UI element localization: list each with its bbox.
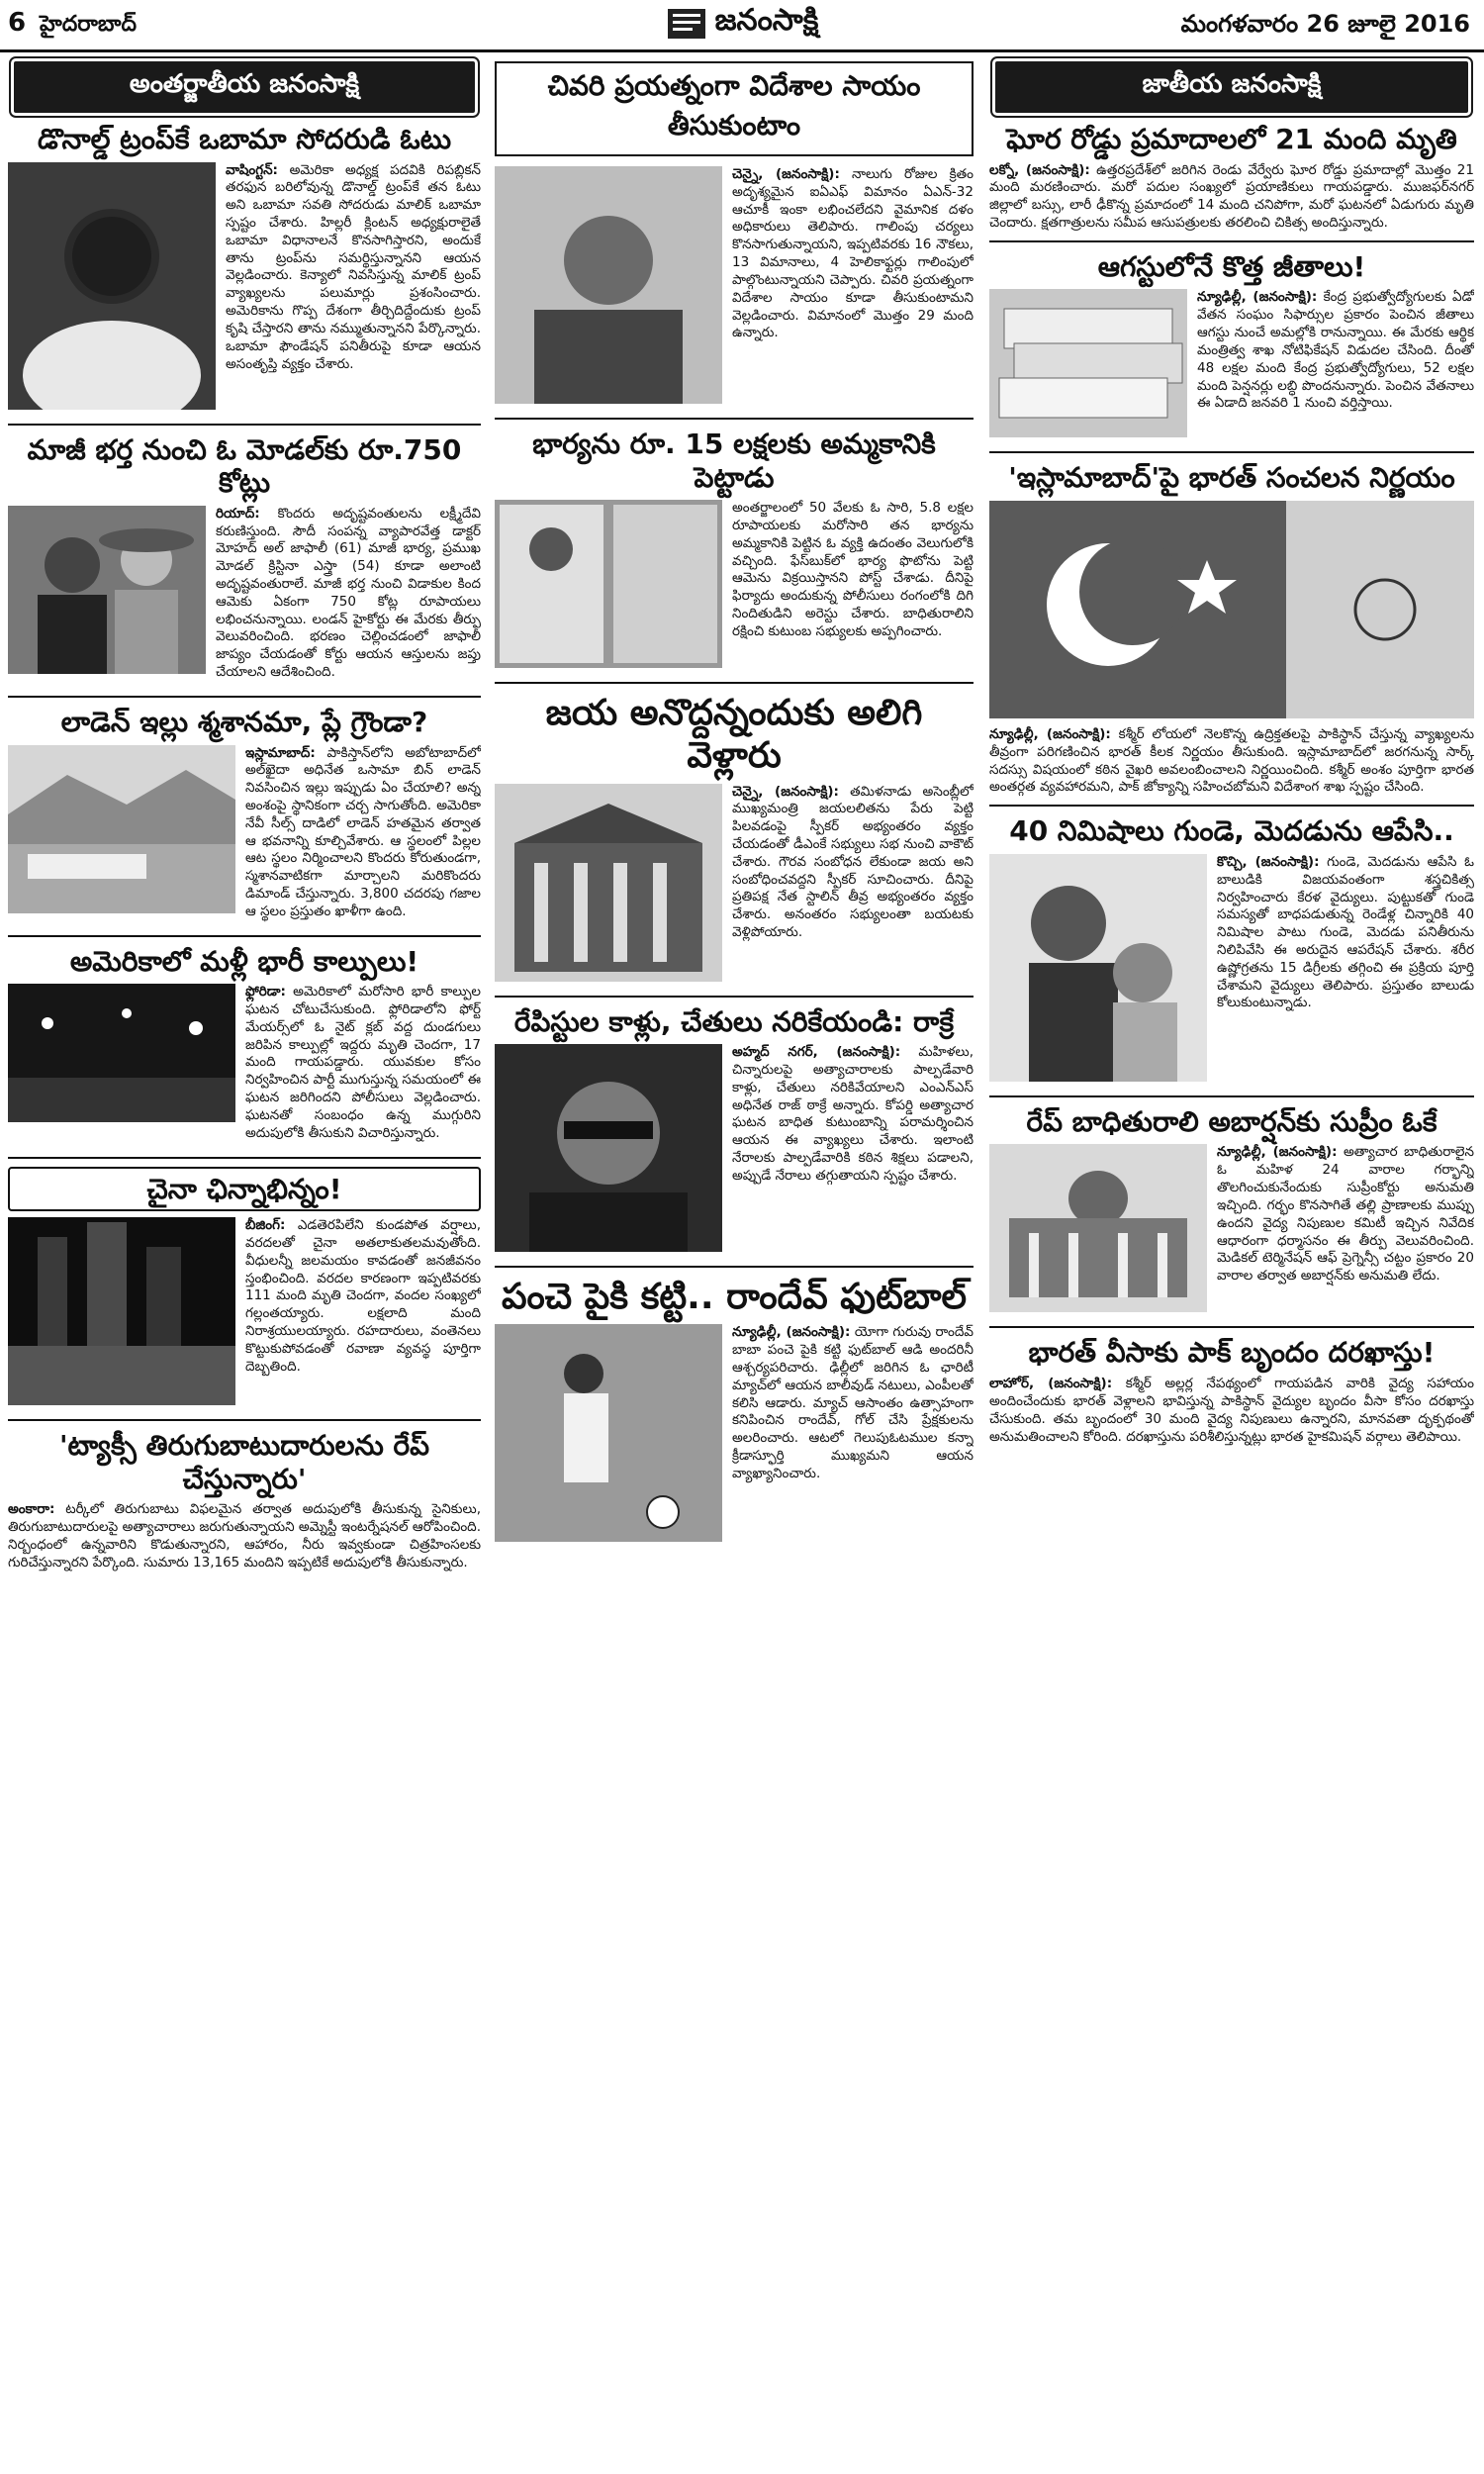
article-body: న్యూఢిల్లీ, (జనంసాక్షి): యోగా గురువు రాందేవ్ బాబా పంచె పైకి కట్టి ఫుట్‌బాల్ ఆడి అందరినీ ఆశ్చర్యపరిచారు. ఢిల్లీలో జరిగిన ఓ ఛారిటీ మ్యాచ్‌లో ఆయన బాలీవుడ్ నటులు, ఎంపీలతో కలిసి ఆడారు. మ్యాచ్ ఆసాంతం ఉత్సాహంగా కనిపించిన రాందేవ్, గోల్ చేసి ప్రేక్షకులను అలరించారు. ఆటలో గెలుపుఓటముల కన్నా క్రీడాస్ఫూర్తి ముఖ్యమని ఆయన వ్యాఖ్యానించారు.	[732, 1324, 974, 1481]
page-number: 6	[8, 8, 27, 38]
article-islamabad	[989, 461, 1474, 797]
article-road-accidents	[989, 123, 1474, 233]
column-international	[8, 55, 481, 2470]
article-body: చెన్నై, (జనంసాక్షి): తమిళనాడు అసెంబ్లీలో ముఖ్యమంత్రి జయలలితను పేరు పెట్టి పిలవడంపై స్పీకర్ అభ్యంతరం వ్యక్తం చేయడంతో డీఎంకే సభ్యులు సభ నుంచి వాకౌట్ చేశారు. గౌరవ సంబోధన లేకుండా జయ అని సంబోధించవద్దని స్పీకర్ సూచించారు. దీనిపై ప్రతిపక్ష నేత స్టాలిన్ తీవ్ర అభ్యంతరం వ్యక్తం చేశారు. అనంతరం సభ్యులంతా బయటకు వెళ్లిపోయారు.	[732, 783, 974, 941]
article-body: లాహోర్, (జనంసాక్షి): కశ్మీర్ అల్లర్ల నేపథ్యంలో గాయపడిన వారికి వైద్య సహాయం అందించేందుకు భారత్ వెళ్లాలని భావిస్తున్న పాకిస్థాన్ వైద్యుల బృందం వీసా కోసం దరఖాస్తు చేసుకుంది. తమ బృందంలో 30 మంది వైద్య నిపుణులు ఉన్నారని, మానవతా దృక్పథంతో అనుమతించాలని కోరింది. దరఖాస్తును పరిశీలిస్తున్నట్లు భారత హైకమిషన్ వర్గాలు తెలిపాయి.	[989, 1376, 1474, 1445]
photo-assembly-building	[495, 784, 722, 982]
crescent-flag-icon	[989, 501, 1474, 718]
photo-couple	[8, 506, 206, 674]
article-body: కొచ్చి, (జనంసాక్షి): గుండె, మెదడును ఆపేసి ఓ బాలుడికి విజయవంతంగా శస్త్రచికిత్స నిర్వహించారు కేరళ వైద్యులు. పుట్టుకతో గుండె సమస్యతో బాధపడుతున్న రెండేళ్ల చిన్నారికి 40 నిమిషాల పాటు గుండె, మెదడు పనితీరును నిలిపివేసి ఈ అరుదైన ఆపరేషన్ చేశారు. శరీర ఉష్ణోగ్రతను 15 డిగ్రీలకు తగ్గించి ఈ ప్రక్రియ పూర్తి చేశామని వైద్యులు తెలిపారు. ప్రస్తుతం బాలుడు కోలుకుంటున్నాడు.	[1217, 853, 1474, 1011]
photo-night-scene	[8, 984, 235, 1122]
article-an32	[495, 166, 974, 410]
article-body: వాషింగ్టన్: అమెరికా అధ్యక్ష పదవికి రిపబ్లికన్ తరఫున బరిలోవున్న డొనాల్డ్ ట్రంప్‌కే తన ఓటు అని ఒబామా సవతి సోదరుడు మాలిక్ ఒబామా స్పష్టం చేశారు. హిల్లరీ క్లింటన్ అధ్యక్షురాలైతే ఒబామా విధానాలనే కొనసాగిస్తారని, అందుకే తాను ట్రంప్‌ను సమర్థిస్తున్నానని ఆయన వెల్లడించారు. కెన్యాలో నివసిస్తున్న మాలిక్ ట్రంప్ వ్యాఖ్యలను పలుమార్లు ప్రశంసించారు. అమెరికాను గొప్ప దేశంగా తీర్చిదిద్దేందుకు ట్రంప్ కృషి చేస్తారని తాను నమ్ముతున్నానని పేర్కొన్నారు. ఒబామా ఫౌండేషన్ పనితీరుపై కూడా ఆయన అసంతృప్తి వ్యక్తం చేశారు.	[226, 161, 481, 372]
article-pak-visa	[989, 1336, 1474, 1446]
article-body: చెన్నై, (జనంసాక్షి): నాలుగు రోజుల క్రితం అదృశ్యమైన ఐఏఎఫ్ విమానం ఏఎన్-32 ఆచూకీ ఇంకా లభించలేదని వైమానిక దళం అధికారులు తెలిపారు. గాలింపు చర్యలు కొనసాగుతున్నాయని, ఇప్పటివరకు 16 నౌకలు, 13 విమానాలు, 4 హెలికాఫ్టర్లు గాలింపులో పాల్గొంటున్నాయని చెప్పారు. చివరి ప్రయత్నంగా విదేశాల సాయం కూడా తీసుకుంటామని వెల్లడించారు. విమానంలో మొత్తం 29 మంది ఉన్నారు.	[732, 166, 974, 341]
headline-road-accidents: ఘోర రోడ్డు ప్రమాదాలలో 21 మంది మృతి	[1006, 123, 1457, 155]
football-photo-icon	[495, 1324, 722, 1542]
logo-text: జనంసాక్షి	[714, 3, 819, 38]
newspaper-logo	[603, 2, 881, 46]
portrait-icon	[8, 162, 216, 410]
city-name: హైదరాబాద్	[40, 12, 137, 37]
article-body: అంతర్జాలంలో 50 వేలకు ఓ సారి, 5.8 లక్షల రూపాయలకు మరోసారి తన భార్యను అమ్మకానికి పెట్టిన ఓ వ్యక్తి ఉదంతం వెలుగులోకి వచ్చింది. ఫేస్‌బుక్‌లో భార్య ఫొటోను పెట్టి ఆమెను విక్రయిస్తానని పోస్ట్ చేశాడు. దీనిపై ఫిర్యాదు అందుకున్న పోలీసులు రంగంలోకి దిగి నిందితుడిని అరెస్టు చేశారు. బాధితురాలిని రక్షించి కుటుంబ సభ్యులకు అప్పగించారు.	[732, 500, 974, 639]
article-turkey	[8, 1429, 481, 1571]
article-us-shooting	[8, 945, 481, 1149]
city-night-photo-icon	[8, 1217, 235, 1405]
article-body: అంకారా: టర్కీలో తిరుగుబాటు విఫలమైన తర్వాత అదుపులోకి తీసుకున్న సైనికులు, తిరుగుబాటుదారులపై అత్యాచారాలు జరుగుతున్నాయని అమ్నెస్టీ ఇంటర్నేషనల్ ఆరోపించింది. నిర్బంధంలో ఉన్నవారిని కొడుతున్నారని, ఆహారం, నీరు ఇవ్వకుండా చిత్రహింసలకు గురిచేస్తున్నారని పేర్కొంది. సుమారు 13,165 మందిని ఇప్పటికే అదుపులోకి తీసుకున్నారు.	[8, 1501, 481, 1570]
article-body: ఇస్లామాబాద్: పాకిస్తాన్‌లోని అబోటాబాద్‌లో అల్‌ఖైదా అధినేత ఒసామా బిన్ లాడెన్ నివసించిన ఇల్లు ఇప్పుడు ఏం చేయాలి? అన్న అంశంపై స్థానికంగా చర్చ సాగుతోంది. అమెరికా నేవీ సీల్స్ దాడిలో లాడెన్ హతమైన తర్వాత ఆ భవనాన్ని కూల్చివేశారు. ఆ స్థలంలో పిల్లల ఆట స్థలం నిర్మించాలని కొందరు కోరుతుండగా, స్మశానవాటికగా మార్చాలని మరికొందరు డిమాండ్ చేస్తున్నారు. 3,800 చదరపు గజాల ఆ స్థలం ప్రస్తుతం ఖాళీగా ఉంది.	[245, 744, 481, 919]
headline-wife-sale: భార్యను రూ. 15 లక్షలకు అమ్మకానికి పెట్టాడు	[532, 428, 936, 494]
headline-islamabad: 'ఇస్లామాబాద్'పై భారత్ సంచలన నిర్ణయం	[1008, 461, 1455, 495]
building-photo-icon	[495, 784, 722, 982]
article-raj-thackeray	[495, 1005, 974, 1259]
photo-abbottabad-site	[8, 745, 235, 913]
article-heart-surgery	[989, 814, 1474, 1088]
headline-laden-house: లాడెన్ ఇల్లు శ్మశానమా, ప్లే గ్రౌండా?	[60, 705, 428, 738]
photo-ramdev-football	[495, 1324, 722, 1542]
photo-raj-thackeray	[495, 1044, 722, 1252]
photo-mother-child	[989, 854, 1207, 1082]
photo-flooded-city	[8, 1217, 235, 1405]
article-trump	[8, 123, 481, 416]
photo-supreme-court	[989, 1144, 1207, 1312]
article-new-salaries	[989, 250, 1474, 444]
headline-us-shooting: అమెరికాలో మళ్లీ భారీ కాల్పులు!	[69, 944, 419, 978]
article-china-floods	[8, 1167, 481, 1412]
headline-new-salaries: ఆగస్టులోనే కొత్త జీతాలు!	[1097, 249, 1366, 283]
article-body: రియాద్: కొందరు అదృష్టవంతులను లక్ష్మీదేవి కరుణిస్తుంది. సౌదీ సంపన్న వ్యాపారవేత్త డాక్టర్ మోహద్ అల్ జాఫాలీ (61) మాజీ భార్య, ప్రముఖ మోడల్ క్రిస్టినా ఎస్త్రా (54) కూడా అలాంటి అదృష్టవంతురాలే. మాజీ భర్త నుంచి విడాకుల కింద ఆమెకు ఏకంగా 750 కోట్ల రూపాయలు లభించనున్నాయి. లండన్ హైకోర్టు ఈ మేరకు తీర్పు వెలువరించింది. భరణం చెల్లించడంలో జాఫాలీ జాప్యం చేయడంతో కోర్టు ఆయన ఆస్తులను జప్తు చేయాలని ఆదేశించింది.	[216, 505, 481, 681]
article-model-alimony	[8, 433, 481, 688]
headline-pak-visa: భారత్ వీసాకు పాక్ బృందం దరఖాస్తు!	[1028, 1336, 1436, 1370]
column-center	[495, 55, 974, 2470]
photo-air-officer	[495, 166, 722, 404]
speaker-portrait-icon	[495, 1044, 722, 1252]
headline-heart-surgery: 40 నిమిషాలు గుండె, మెదడును ఆపేసి..	[1009, 814, 1454, 848]
photo-malik-obama	[8, 162, 216, 410]
article-body: న్యూఢిల్లీ, (జనంసాక్షి): కశ్మీర్ లోయలో నెలకొన్న ఉద్రిక్తతలపై పాకిస్థాన్ చేస్తున్న వ్యాఖ్యలను తీవ్రంగా పరిగణించిన భారత్ కీలక నిర్ణయం తీసుకుంది. ఇస్లామాబాద్‌లో జరగనున్న సార్క్ సదస్సు విషయంలో కఠిన వైఖరి అవలంబించాలని నిర్ణయించింది. కశ్మీర్ అంశం పూర్తిగా భారత అంతర్గత వ్యవహారమని, పాక్ జోక్యాన్ని సహించబోమని విదేశాంగ శాఖ స్పష్టం చేసింది.	[989, 726, 1474, 796]
article-supreme-court	[989, 1105, 1474, 1319]
article-body: బీజింగ్: ఎడతెరపిలేని కుండపోత వర్షాలు, వరదలతో చైనా అతలాకుతలమవుతోంది. వీధులన్నీ జలమయం కావడంతో జనజీవనం స్తంభించింది. వరదల కారణంగా ఇప్పటివరకు 111 మంది మృతి చెందగా, వందల సంఖ్యలో గల్లంతయ్యారు. లక్షలాది మంది నిరాశ్రయులయ్యారు. రహదారులు, వంతెనలు కొట్టుకుపోవడంతో రవాణా వ్యవస్థ పూర్తిగా దెబ్బతింది.	[245, 1217, 481, 1375]
article-body: ఫ్లోరిడా: అమెరికాలో మరోసారి భారీ కాల్పుల ఘటన చోటుచేసుకుంది. ఫ్లోరిడాలోని ఫోర్ట్ మేయర్స్‌లో ఓ నైట్ క్లబ్ వద్ద దుండగులు జరిపిన కాల్పుల్లో ఇద్దరు మృతి చెందగా, 17 మంది గాయపడ్డారు. యువకుల కోసం నిర్వహించిన పార్టీ ముగుస్తున్న సమయంలో ఈ ఘటన జరిగిందని పోలీసులు వెల్లడించారు. ఘటనతో సంబంధం ఉన్న ముగ్గురిని అదుపులోకి తీసుకుని విచారిస్తున్నారు.	[245, 984, 481, 1141]
currency-photo-icon	[989, 289, 1187, 437]
night-photo-icon	[8, 984, 235, 1122]
headline-raj-thackeray: రేపిస్టుల కాళ్లు, చేతులు నరికేయండి: రాక్రే	[513, 1004, 955, 1038]
headline-ramdev: పంచె పైకి కట్టి.. రాందేవ్ ఫుట్‌బాల్	[501, 1277, 968, 1318]
article-jaya	[495, 692, 974, 987]
officer-portrait-icon	[495, 166, 722, 404]
headline-model-alimony: మాజీ భర్త నుంచి ఓ మోడల్‌కు రూ.750 కోట్లు	[27, 432, 462, 500]
photo-flags	[989, 501, 1474, 718]
couple-photo-icon	[8, 506, 206, 674]
article-laden-house	[8, 706, 481, 927]
logo-mark-icon	[666, 5, 707, 43]
collage-photo-icon	[495, 500, 722, 668]
article-ramdev	[495, 1276, 974, 1548]
court-building-icon	[989, 1144, 1207, 1312]
landscape-photo-icon	[8, 745, 235, 913]
headline-turkey: 'ట్యాక్సీ తిరుగుబాటుదారులను రేప్ చేస్తున్నారు'	[58, 1429, 430, 1495]
issue-date: మంగళవారం 26 జూలై 2016	[1180, 10, 1470, 38]
column-national	[989, 55, 1474, 2470]
article-body: లక్నో, (జనంసాక్షి): ఉత్తరప్రదేశ్‌లో జరిగిన రెండు వేర్వేరు ఘోర రోడ్డు ప్రమాదాల్లో మొత్తం 21 మంది మరణించారు. మరో పదుల సంఖ్యలో ప్రయాణికులు గాయపడ్డారు. ముజఫర్‌నగర్ జిల్లాలో బస్సు, లారీ ఢీకొన్న ప్రమాదంలో 14 మంది చనిపోగా, మరో ఘటనలో ఏడుగురు మృతి చెందారు. క్షతగాత్రులను సమీప ఆసుపత్రులకు తరలించి చికిత్స అందిస్తున్నారు.	[989, 161, 1474, 232]
section-banner-national: జాతీయ జనంసాక్షి	[995, 61, 1468, 113]
section-banner-international: అంతర్జాతీయ జనంసాక్షి	[14, 61, 475, 113]
headline-foreign-help: చివరి ప్రయత్నంగా విదేశాల సాయం తీసుకుంటాం	[495, 61, 974, 156]
headline-jaya: జయ అనొద్దన్నందుకు అలిగి వెళ్లారు	[545, 693, 923, 777]
headline-supreme-court: రేప్ బాధితురాలి అబార్షన్‌కు సుప్రీం ఓకే	[1026, 1104, 1438, 1138]
article-body: అహ్మద్ నగర్, (జనంసాక్షి): మహిళలు, చిన్నారులపై అత్యాచారాలకు పాల్పడేవారి కాళ్లు, చేతులు నరికివేయాలని ఎంఎన్‌ఎస్ అధినేత రాజ్ ఠాక్రే అన్నారు. కోపర్డి అత్యాచార ఘటన బాధిత కుటుంబాన్ని పరామర్శించిన ఆయన ఈ వ్యాఖ్యలు చేశారు. ఇలాంటి నేరాలకు పాల్పడేవారికి కఠిన శిక్షలు పడాలని, అప్పుడే నేరాలు తగ్గుతాయని స్పష్టం చేశారు.	[732, 1044, 974, 1184]
photo-wife-sale	[495, 500, 722, 668]
mother-child-photo-icon	[989, 854, 1207, 1082]
article-wife-sale	[495, 428, 974, 674]
article-body: న్యూఢిల్లీ, (జనంసాక్షి): కేంద్ర ప్రభుత్వోద్యోగులకు ఏడో వేతన సంఘం సిఫార్సుల ప్రకారం పెంచిన జీతాలు ఆగస్టు నుంచే అమల్లోకి రానున్నాయి. ఈ మేరకు ఆర్థిక మంత్రిత్వ శాఖ నోటిఫికేషన్ విడుదల చేసింది. దీంతో 48 లక్షల మంది కేంద్ర ప్రభుత్వోద్యోగులు, 52 లక్షల మంది పెన్షనర్లు లబ్ధి పొందనున్నారు. పెంచిన వేతనాలు ఈ ఏడాది జనవరి 1 నుంచి వర్తిస్తాయి.	[1197, 289, 1474, 412]
photo-currency	[989, 289, 1187, 437]
article-body: న్యూఢిల్లీ, (జనంసాక్షి): అత్యాచార బాధితురాలైన ఓ మహిళ 24 వారాల గర్భాన్ని తొలగించుకునేందుకు సుప్రీంకోర్టు అనుమతి ఇచ్చింది. గర్భం కొనసాగితే తల్లి ప్రాణాలకు ముప్పు ఉందని వైద్య నిపుణుల కమిటీ ఇచ్చిన నివేదిక ఆధారంగా ధర్మాసనం ఈ తీర్పు వెలువరించింది. మెడికల్ టెర్మినేషన్ ఆఫ్ ప్రెగ్నెన్సీ చట్టం ప్రకారం 20 వారాల తర్వాత అబార్షన్‌కు అనుమతి లేదు.	[1217, 1144, 1474, 1285]
headline-china-floods: చైనా ఛిన్నాభిన్నం!	[8, 1167, 481, 1212]
headline-trump: డొనాల్డ్ ట్రంప్‌కే ఒబామా సోదరుడి ఓటు	[37, 123, 452, 155]
masthead	[0, 0, 1484, 52]
